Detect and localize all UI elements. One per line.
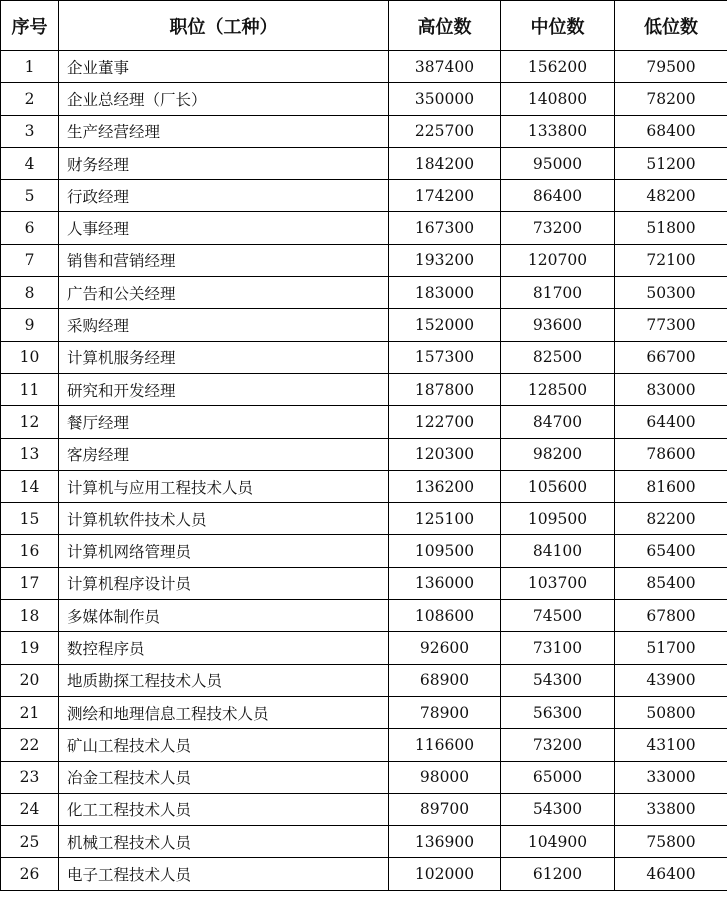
table-row <box>1 664 727 696</box>
cell-low: 46400 <box>615 858 727 890</box>
cell-index: 22 <box>1 729 59 761</box>
cell-high: 187800 <box>389 373 501 405</box>
cell-index: 6 <box>1 212 59 244</box>
cell-low: 81600 <box>615 470 727 502</box>
cell-low: 65400 <box>615 535 727 567</box>
cell-high: 92600 <box>389 632 501 664</box>
cell-high: 120300 <box>389 438 501 470</box>
cell-high: 184200 <box>389 147 501 179</box>
cell-high: 183000 <box>389 277 501 309</box>
table-row <box>1 535 727 567</box>
cell-position: 企业董事 <box>59 51 389 83</box>
cell-high: 122700 <box>389 406 501 438</box>
table-row <box>1 51 727 83</box>
cell-high: 89700 <box>389 793 501 825</box>
cell-median: 56300 <box>501 696 615 728</box>
cell-low: 68400 <box>615 115 727 147</box>
cell-low: 83000 <box>615 373 727 405</box>
cell-position: 机械工程技术人员 <box>59 826 389 858</box>
cell-index: 18 <box>1 600 59 632</box>
header-index: 序号 <box>1 1 59 51</box>
table-row <box>1 632 727 664</box>
cell-high: 102000 <box>389 858 501 890</box>
table-row <box>1 115 727 147</box>
cell-low: 85400 <box>615 567 727 599</box>
cell-position: 客房经理 <box>59 438 389 470</box>
cell-median: 61200 <box>501 858 615 890</box>
table-row <box>1 438 727 470</box>
cell-position: 计算机网络管理员 <box>59 535 389 567</box>
cell-position: 电子工程技术人员 <box>59 858 389 890</box>
table-row <box>1 761 727 793</box>
cell-high: 136000 <box>389 567 501 599</box>
cell-index: 10 <box>1 341 59 373</box>
cell-low: 77300 <box>615 309 727 341</box>
cell-median: 133800 <box>501 115 615 147</box>
cell-low: 82200 <box>615 503 727 535</box>
cell-low: 43100 <box>615 729 727 761</box>
cell-index: 2 <box>1 83 59 115</box>
cell-position: 采购经理 <box>59 309 389 341</box>
table-row <box>1 503 727 535</box>
cell-median: 128500 <box>501 373 615 405</box>
cell-median: 140800 <box>501 83 615 115</box>
header-median: 中位数 <box>501 1 615 51</box>
cell-median: 65000 <box>501 761 615 793</box>
cell-low: 78600 <box>615 438 727 470</box>
cell-low: 33800 <box>615 793 727 825</box>
cell-position: 财务经理 <box>59 147 389 179</box>
cell-high: 78900 <box>389 696 501 728</box>
table-row <box>1 793 727 825</box>
cell-index: 11 <box>1 373 59 405</box>
cell-low: 78200 <box>615 83 727 115</box>
cell-index: 13 <box>1 438 59 470</box>
header-row <box>1 1 727 51</box>
cell-index: 19 <box>1 632 59 664</box>
cell-index: 5 <box>1 180 59 212</box>
table-row <box>1 212 727 244</box>
cell-index: 4 <box>1 147 59 179</box>
cell-high: 125100 <box>389 503 501 535</box>
cell-position: 餐厅经理 <box>59 406 389 438</box>
cell-position: 化工工程技术人员 <box>59 793 389 825</box>
cell-index: 20 <box>1 664 59 696</box>
cell-high: 108600 <box>389 600 501 632</box>
table-row <box>1 83 727 115</box>
cell-position: 行政经理 <box>59 180 389 212</box>
cell-high: 109500 <box>389 535 501 567</box>
table-row <box>1 309 727 341</box>
cell-low: 75800 <box>615 826 727 858</box>
cell-median: 84100 <box>501 535 615 567</box>
cell-position: 研究和开发经理 <box>59 373 389 405</box>
cell-low: 50800 <box>615 696 727 728</box>
table-row <box>1 600 727 632</box>
cell-high: 350000 <box>389 83 501 115</box>
cell-index: 9 <box>1 309 59 341</box>
cell-high: 136200 <box>389 470 501 502</box>
table-row <box>1 858 727 890</box>
table-row <box>1 567 727 599</box>
cell-median: 104900 <box>501 826 615 858</box>
header-position: 职位（工种） <box>59 1 389 51</box>
cell-median: 84700 <box>501 406 615 438</box>
cell-high: 98000 <box>389 761 501 793</box>
cell-index: 17 <box>1 567 59 599</box>
header-high: 高位数 <box>389 1 501 51</box>
cell-median: 105600 <box>501 470 615 502</box>
cell-low: 51700 <box>615 632 727 664</box>
cell-position: 企业总经理（厂长） <box>59 83 389 115</box>
cell-low: 66700 <box>615 341 727 373</box>
cell-low: 50300 <box>615 277 727 309</box>
header-low: 低位数 <box>615 1 727 51</box>
table-row <box>1 244 727 276</box>
cell-index: 24 <box>1 793 59 825</box>
cell-median: 98200 <box>501 438 615 470</box>
cell-position: 地质勘探工程技术人员 <box>59 664 389 696</box>
cell-index: 8 <box>1 277 59 309</box>
cell-median: 120700 <box>501 244 615 276</box>
cell-position: 计算机服务经理 <box>59 341 389 373</box>
cell-median: 73100 <box>501 632 615 664</box>
cell-median: 73200 <box>501 212 615 244</box>
table-row <box>1 826 727 858</box>
cell-median: 93600 <box>501 309 615 341</box>
cell-position: 数控程序员 <box>59 632 389 664</box>
cell-low: 67800 <box>615 600 727 632</box>
cell-median: 81700 <box>501 277 615 309</box>
cell-position: 冶金工程技术人员 <box>59 761 389 793</box>
cell-median: 82500 <box>501 341 615 373</box>
cell-index: 21 <box>1 696 59 728</box>
cell-index: 14 <box>1 470 59 502</box>
cell-index: 16 <box>1 535 59 567</box>
cell-median: 103700 <box>501 567 615 599</box>
cell-median: 73200 <box>501 729 615 761</box>
cell-position: 计算机与应用工程技术人员 <box>59 470 389 502</box>
cell-high: 174200 <box>389 180 501 212</box>
cell-index: 15 <box>1 503 59 535</box>
cell-index: 12 <box>1 406 59 438</box>
table-row <box>1 277 727 309</box>
table-row <box>1 341 727 373</box>
cell-low: 79500 <box>615 51 727 83</box>
cell-high: 116600 <box>389 729 501 761</box>
cell-median: 86400 <box>501 180 615 212</box>
cell-median: 109500 <box>501 503 615 535</box>
cell-high: 136900 <box>389 826 501 858</box>
cell-position: 矿山工程技术人员 <box>59 729 389 761</box>
cell-position: 生产经营经理 <box>59 115 389 147</box>
cell-position: 测绘和地理信息工程技术人员 <box>59 696 389 728</box>
cell-position: 销售和营销经理 <box>59 244 389 276</box>
table-row <box>1 696 727 728</box>
table-row <box>1 406 727 438</box>
cell-low: 51800 <box>615 212 727 244</box>
cell-high: 152000 <box>389 309 501 341</box>
cell-high: 387400 <box>389 51 501 83</box>
table-row <box>1 470 727 502</box>
cell-position: 计算机软件技术人员 <box>59 503 389 535</box>
cell-median: 95000 <box>501 147 615 179</box>
cell-position: 多媒体制作员 <box>59 600 389 632</box>
table-row <box>1 729 727 761</box>
cell-high: 193200 <box>389 244 501 276</box>
cell-index: 3 <box>1 115 59 147</box>
cell-low: 33000 <box>615 761 727 793</box>
cell-low: 43900 <box>615 664 727 696</box>
cell-high: 225700 <box>389 115 501 147</box>
cell-low: 64400 <box>615 406 727 438</box>
cell-high: 167300 <box>389 212 501 244</box>
cell-high: 68900 <box>389 664 501 696</box>
cell-position: 广告和公关经理 <box>59 277 389 309</box>
cell-index: 26 <box>1 858 59 890</box>
cell-index: 7 <box>1 244 59 276</box>
table-row <box>1 147 727 179</box>
cell-median: 156200 <box>501 51 615 83</box>
cell-median: 54300 <box>501 664 615 696</box>
cell-position: 计算机程序设计员 <box>59 567 389 599</box>
table-row <box>1 373 727 405</box>
cell-index: 25 <box>1 826 59 858</box>
cell-high: 157300 <box>389 341 501 373</box>
cell-median: 54300 <box>501 793 615 825</box>
cell-position: 人事经理 <box>59 212 389 244</box>
cell-low: 48200 <box>615 180 727 212</box>
cell-median: 74500 <box>501 600 615 632</box>
cell-index: 1 <box>1 51 59 83</box>
cell-low: 51200 <box>615 147 727 179</box>
cell-index: 23 <box>1 761 59 793</box>
table-body <box>1 51 727 891</box>
table-row <box>1 180 727 212</box>
cell-low: 72100 <box>615 244 727 276</box>
